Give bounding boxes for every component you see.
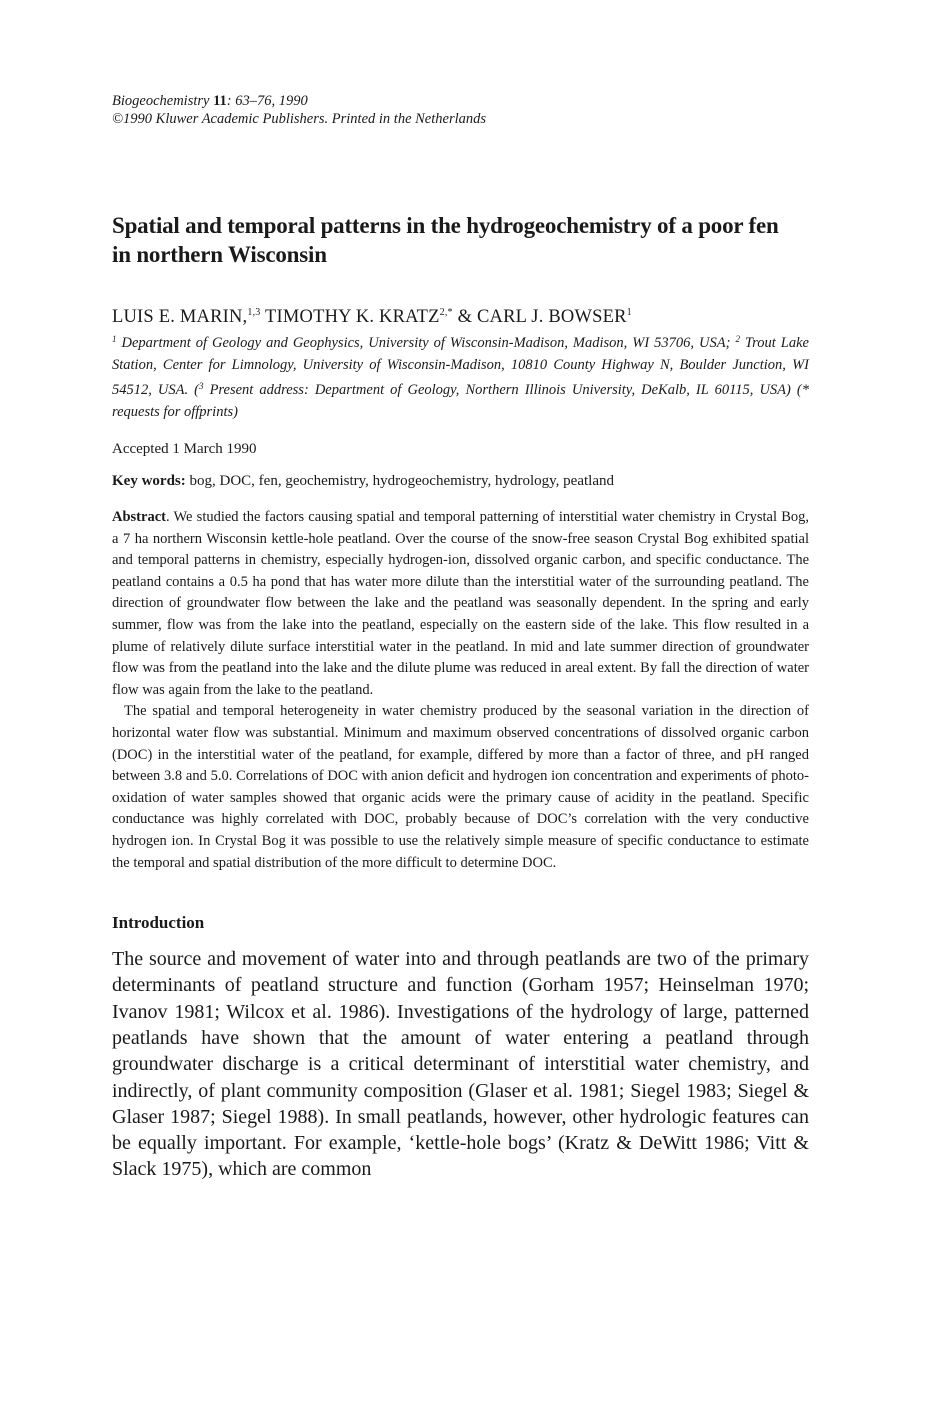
abstract-text: . We studied the factors causing spatial and temporal patterning of interstitial water chemistry in Crystal Bog, a 7 ha northern Wisconsin kettle-hole peatland. Over the course of the snow-free season Crystal Bog exhibited spatial and temporal patterns in chemistry, especially hydrogen-ion, dissolved organic carbon, and specific conductance. The peatland contains a 0.5 ha pond that has water more dilute than the interstitial water of the surrounding peatland. The direction of groundwater flow between the lake and the peatland was seasonally dependent. In the spring and early summer, flow was from the lake into the peatland, especially on the eastern side of the lake. This flow resulted in a plume of relatively dilute surface interstitial water in the peatland. In mid and late summer direction of groundwater flow was from the peatland into the lake and the dilute plume was reduced in areal extent. By fall the direction of water flow was again from the lake to the peatland. [112,509,809,698]
affiliation-text: Trout Lake Station, Center for Limnology, University of Wisconsin-Madison, 10810 County Highway N, Boulder Junction, WI 54512, USA. ( [112,335,809,398]
journal-copyright: ©1990 Kluwer Academic Publishers. Printed in the Netherlands [112,111,487,127]
affiliation-mark: 1 [112,334,117,344]
article-title: Spatial and temporal patterns in the hydrogeochemistry of a poor fen in northern Wisconsin [112,213,779,267]
introduction-body [112,946,809,1183]
author-affiliations [112,329,809,423]
journal-pages: : 63–76, 1990 [226,93,308,109]
abstract-label: Abstract [112,509,166,525]
article-page [112,92,809,1183]
author-name: CARL J. BOWSER [477,307,627,327]
author-affiliation-mark: 1,3 [247,307,261,318]
author-affiliation-mark: 1 [626,307,632,318]
author-separator: & [452,307,478,327]
introduction-paragraph: The source and movement of water into and through peatlands are two of the primary determinants of peatland structure and function (Gorham 1957; Heinselman 1970; Ivanov 1981; Wilcox et al. 1986). Investigations of the hydrology of large, patterned peatlands have shown that the amount of water entering a peatland through groundwater discharge is a critical determinant of interstitial water chemistry, and indirectly, of plant community composition (Glaser et al. 1981; Siegel 1983; Siegel & Glaser 1987; Siegel 1988). In small peatlands, however, other hydrologic features can be equally important. For example, ‘kettle-hole bogs’ (Kratz & DeWitt 1986; Vitt & Slack 1975), which are common [112,948,809,1181]
keywords [112,472,809,491]
affiliation-mark: 3 [199,381,204,391]
journal-line [112,92,809,110]
abstract-paragraph: The spatial and temporal heterogeneity in water chemistry produced by the seasonal variation in the direction of horizontal water flow was substantial. Minimum and maximum observed concentrations of dissolved organic carbon (DOC) in the interstitial water of the peatland, for example, differed by more than a factor of three, and pH ranged between 3.8 and 5.0. Correlations of DOC with anion deficit and hydrogen ion concentration and experiments of photo-oxidation of water samples showed that organic acids were the primary cause of acidity in the peatland. Specific conductance was highly correlated with DOC, probably because of DOC’s correlation with the very conductive hydrogen ion. In Crystal Bog it was possible to use the relatively simple measure of specific conductance to estimate the temporal and spatial distribution of the more difficult to determine DOC. [112,703,809,871]
author-name: LUIS E. MARIN, [112,307,248,327]
affiliation-text: Present address: Department of Geology, Northern Illinois University, DeKalb, IL 60115, USA) (* requests for offprints) [112,382,809,420]
section-heading-introduction: Introduction [112,913,205,933]
journal-name: Biogeochemistry [112,93,210,109]
affiliation-text: Department of Geology and Geophysics, University of Wisconsin-Madison, Madison, WI 53706, USA; [116,335,736,351]
accepted-date: Accepted 1 March 1990 [112,441,257,457]
keywords-label: Key words: [112,473,186,489]
author-name: TIMOTHY K. KRATZ [265,307,440,327]
abstract-paragraph [112,507,809,701]
journal-citation [112,92,809,128]
journal-volume: 11 [213,93,227,109]
abstract [112,507,809,874]
keywords-text: bog, DOC, fen, geochemistry, hydrogeochemistry, hydrology, peatland [185,473,614,489]
author-list [112,302,809,328]
affiliation-mark: 2 [735,334,740,344]
author-affiliation-mark: 2,* [439,307,453,318]
